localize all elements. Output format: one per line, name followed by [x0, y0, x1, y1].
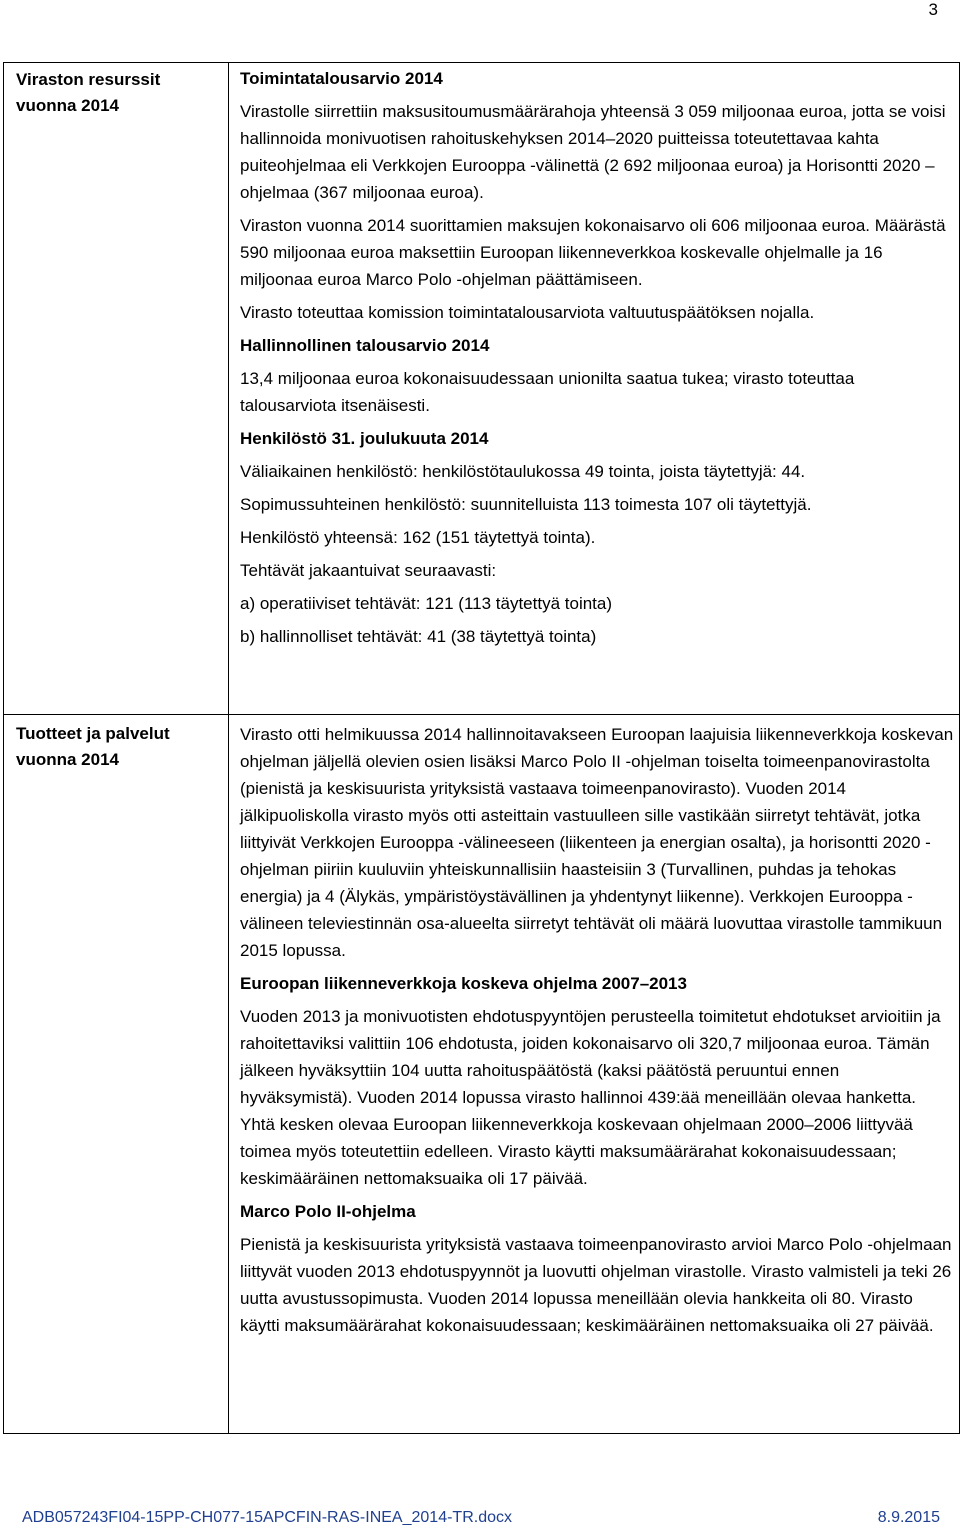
section-label-resources: Viraston resurssit vuonna 2014 — [16, 70, 161, 115]
section-content-resources — [240, 65, 955, 656]
paragraph-commitments: Virastolle siirrettiin maksusitoumusmäärärahoja yhteensä 3 059 miljoonaa euroa, jotta se voisi hallinnoida monivuotisen rahoituskehyksen 2014–2020 puitteissa toteutettavaa kahta puiteohjelmaa eli Verkkojen Eurooppa -välinettä (2 692 miljoonaa euroa) ja Horisontti 2020 –ohjelmaa (367 miljoonaa euroa). — [240, 102, 946, 202]
paragraph-temporary-staff: Väliaikainen henkilöstö: henkilöstötaulukossa 49 tointa, joista täytettyjä: 44. — [240, 462, 806, 481]
paragraph-total-staff: Henkilöstö yhteensä: 162 (151 täytettyä tointa). — [240, 528, 596, 547]
list-item-administrative: b) hallinnolliset tehtävät: 41 (38 täytettyä tointa) — [240, 627, 597, 646]
heading-operating-budget: Toimintatalousarvio 2014 — [240, 69, 443, 88]
table-column-divider — [228, 62, 229, 1434]
heading-admin-budget: Hallinnollinen talousarvio 2014 — [240, 336, 490, 355]
paragraph-takeover: Virasto otti helmikuussa 2014 hallinnoitavakseen Euroopan laajuisia liikenneverkkoja koskevan ohjelman jäljellä olevien osien lisäksi Marco Polo II -ohjelman toiselta toimeenpanovirastolta (pienistä ja keskisuurista yrityksistä vastaava toimeenpanovirasto). Vuoden 2014 jälkipuoliskolla virasto myös otti asteittain vastuulleen sille vastikään siirretyt tehtävät, jotka liittyivät Verkkojen Eurooppa -välineeseen (liikenteen ja energian osalta), ja horisontti 2020 -ohjelman piiriin kuuluviin yhteiskunnallisiin haasteisiin 3 (Turvallinen, puhdas ja tehokas energia) ja 4 (Älykäs, ympäristöystävällinen ja yhdentynyt liikenne). Verkkojen Eurooppa -välineen televiestinnän osa-alueelta siirretyt tehtävät oli määrä luovuttaa virastolle tammikuun 2015 lopussa. — [240, 725, 954, 960]
footer-document-id: ADB057243FI04-15PP-CH077-15APCFIN-RAS-INEA_2014-TR.docx — [22, 1509, 512, 1526]
heading-ten-t: Euroopan liikenneverkkoja koskeva ohjelma 2007–2013 — [240, 974, 687, 993]
paragraph-marco-polo: Pienistä ja keskisuurista yrityksistä vastaava toimeenpanovirasto arvioi Marco Polo -ohjelmaan liittyvät vuoden 2013 ehdotuspyynnöt ja luovutti ohjelman virastolle. Virasto valmisteli ja teki 26 uutta avustussopimusta. Vuoden 2014 lopussa meneillään olevia hankkeita oli 80. Virasto käytti maksumäärärahat kokonaisuudessaan; keskimääräinen nettomaksuaika oli 27 päivää. — [240, 1235, 952, 1335]
table-border-left — [3, 62, 4, 1434]
page-number: 3 — [928, 0, 938, 19]
paragraph-tasks-intro: Tehtävät jakaantuivat seuraavasti: — [240, 561, 497, 580]
heading-staff: Henkilöstö 31. joulukuuta 2014 — [240, 429, 489, 448]
section-label-products: Tuotteet ja palvelut vuonna 2014 — [16, 724, 170, 769]
footer-date: 8.9.2015 — [877, 1509, 940, 1526]
table-border-middle — [3, 714, 960, 715]
paragraph-admin-budget: 13,4 miljoonaa euroa kokonaisuudessaan unionilta saatua tukea; virasto toteuttaa talousarviota itsenäisesti. — [240, 369, 855, 415]
table-border-bottom — [3, 1433, 960, 1434]
section-content-products — [240, 721, 955, 1345]
paragraph-contract-staff: Sopimussuhteinen henkilöstö: suunnitelluista 113 toimesta 107 oli täytettyjä. — [240, 495, 812, 514]
table-border-top — [3, 62, 960, 63]
list-item-operational: a) operatiiviset tehtävät: 121 (113 täytettyä tointa) — [240, 594, 613, 613]
paragraph-delegation: Virasto toteuttaa komission toimintatalousarviota valtuutuspäätöksen nojalla. — [240, 303, 815, 322]
paragraph-ten-t: Vuoden 2013 ja monivuotisten ehdotuspyyntöjen perusteella toimitetut ehdotukset arvioitiin ja rahoitettaviksi valittiin 106 ehdotusta, joiden kokonaisarvo oli 320,7 miljoonaa euroa. Tämän jälkeen hyväksyttiin 104 uutta rahoituspäätöstä (kaksi päätöstä peruuntui ennen hyväksymistä). Vuoden 2014 lopussa virasto hallinnoi 439:ää meneillään olevaa hanketta. Yhtä kesken olevaa Euroopan liikenneverkkoja koskevaan ohjelmaan 2000–2006 liittyvää toimea myös toteutettiin edelleen. Virasto käytti maksumäärärahat kokonaisuudessaan; keskimääräinen nettomaksuaika oli 17 päivää. — [240, 1007, 941, 1188]
heading-marco-polo: Marco Polo II-ohjelma — [240, 1202, 416, 1221]
paragraph-payments: Viraston vuonna 2014 suorittamien maksujen kokonaisarvo oli 606 miljoonaa euroa. Määrästä 590 miljoonaa euroa maksettiin Euroopan liikenneverkkoa koskevalle ohjelmalle ja 16 miljoonaa euroa Marco Polo -ohjelman päättämiseen. — [240, 216, 946, 289]
